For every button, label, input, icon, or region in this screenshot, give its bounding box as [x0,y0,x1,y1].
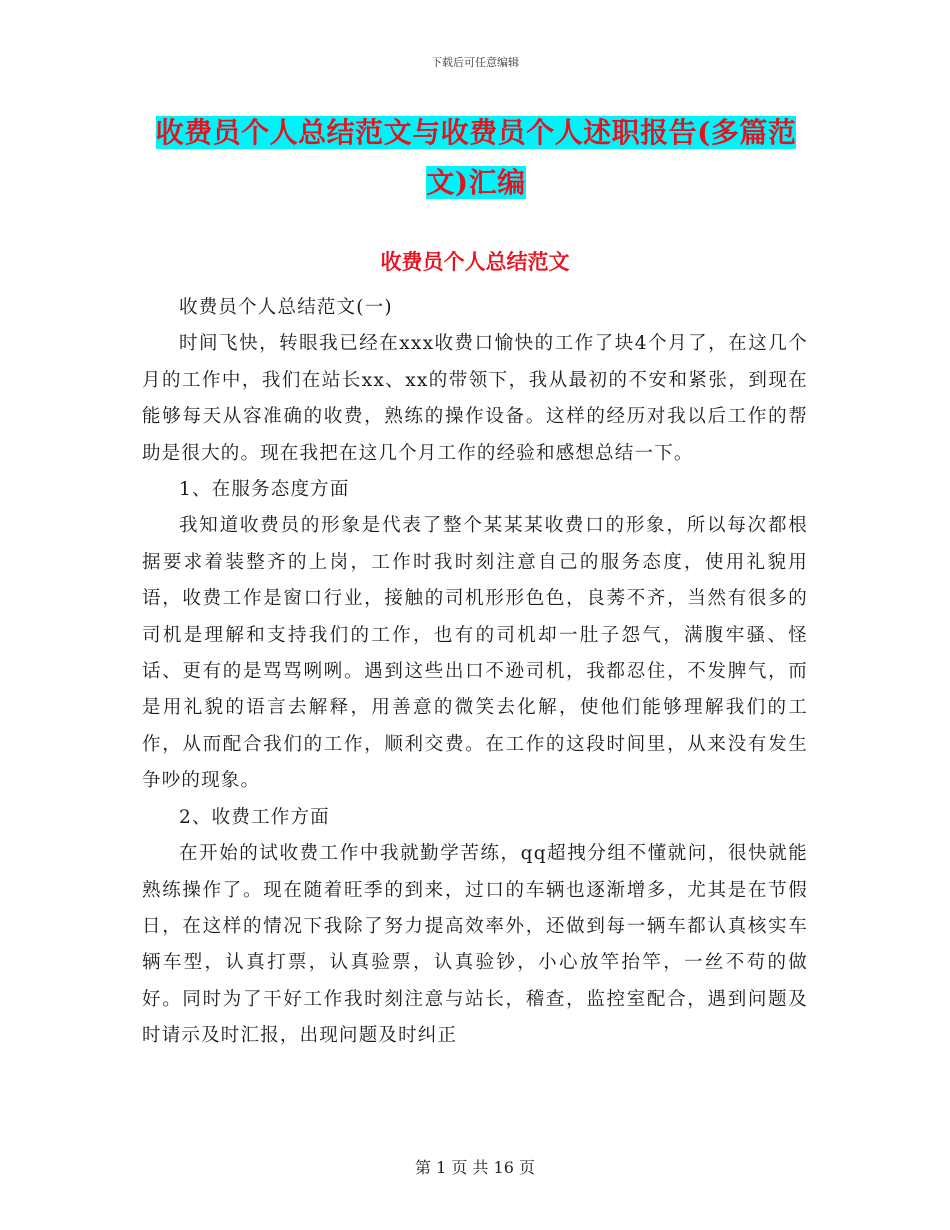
document-title [150,108,802,208]
page-footer: 第 1 页 共 16 页 [415,1158,535,1177]
paragraph-heading: 1、在服务态度方面 [179,479,350,501]
paragraph-heading: 2、收费工作方面 [179,806,330,828]
paragraph: 时间飞快，转眼我已经在xxx收费口愉快的工作了块4个月了，在这几个月的工作中，我们在站长xx、xx的带领下，我从最初的不安和紧张，到现在能够每天从容准确的收费，熟练的操作设备。这样的经历对我以后工作的帮助是很大的。现在我把在这几个月工作的经验和感想总结一下。 [142,333,808,464]
page-header: 下载后可任意编辑 [431,56,519,69]
document-body [142,290,808,1055]
paragraph: 我知道收费员的形象是代表了整个某某某收费口的形象，所以每次都根据要求着装整齐的上岗，工作时我时刻注意自己的服务态度，使用礼貌用语，收费工作是窗口行业，接触的司机形形色色，良莠不齐，当然有很多的司机是理解和支持我们的工作，也有的司机却一肚子怨气，满腹牢骚、怪话、更有的是骂骂咧咧。遇到这些出口不逊司机，我都忍住，不发脾气，而是用礼貌的语言去解释，用善意的微笑去化解，使他们能够理解我们的工作，从而配合我们的工作，顺利交费。在工作的这段时间里，从来没有发生争吵的现象。 [142,515,808,792]
document-title-text: 收费员个人总结范文与收费员个人述职报告(多篇范文)汇编 [155,116,797,199]
section-title: 收费员个人总结范文 [380,249,570,274]
paragraph-subtitle: 收费员个人总结范文(一) [179,297,393,318]
paragraph: 在开始的试收费工作中我就勤学苦练，qq超拽分组不懂就问，很快就能熟练操作了。现在随着旺季的到来，过口的车辆也逐渐增多，尤其是在节假日，在这样的情况下我除了努力提高效率外，还做到每一辆车都认真核实车辆车型，认真打票，认真验票，认真验钞，小心放竿抬竿，一丝不苟的做好。同时为了干好工作我时刻注意与站长，稽查，监控室配合，遇到问题及时请示及时汇报，出现问题及时纠正 [142,843,808,1047]
